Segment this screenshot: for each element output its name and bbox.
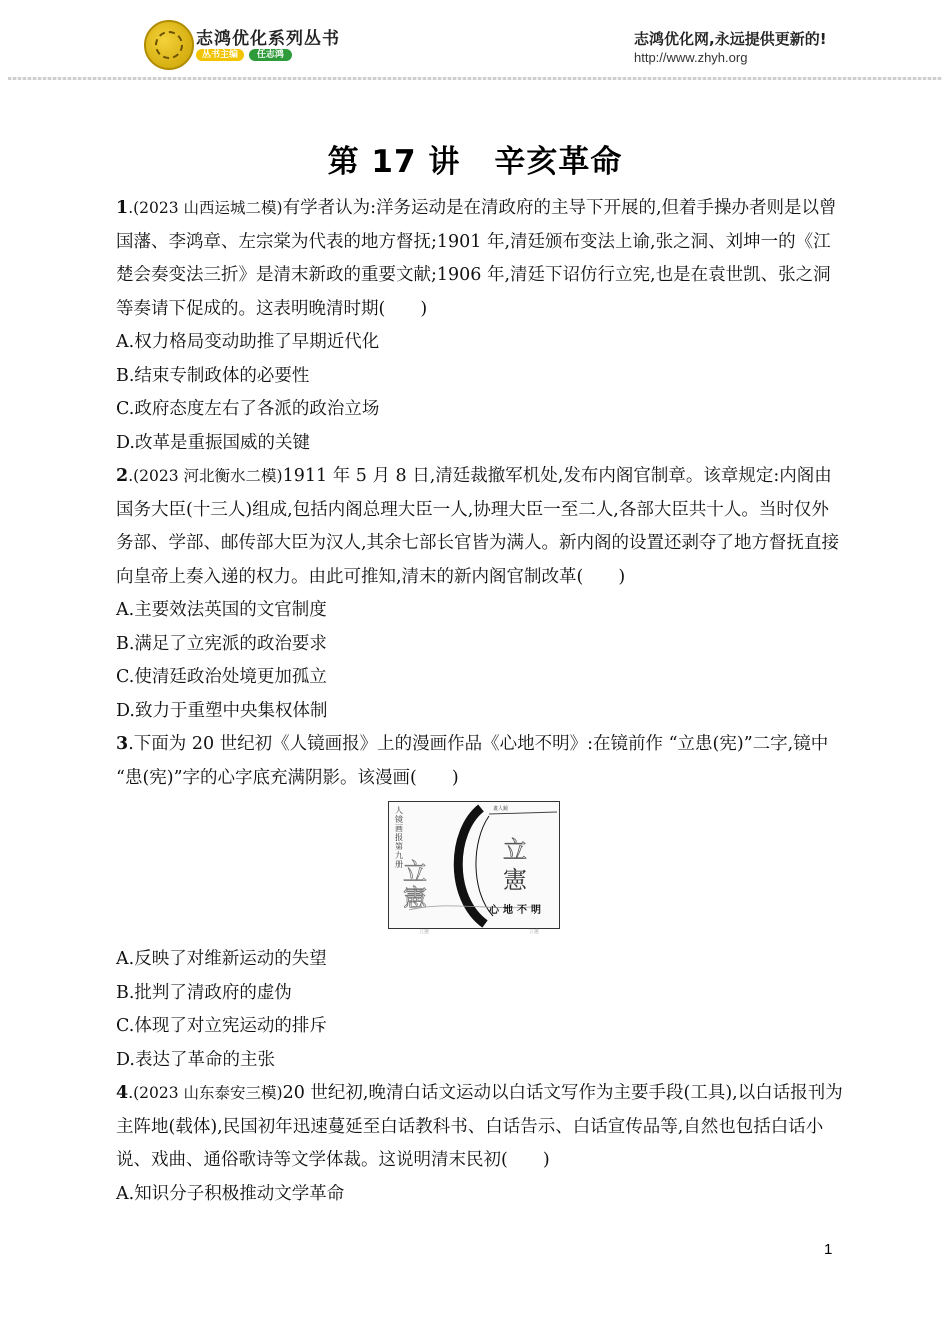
lecture-topic: 辛亥革命 [494,144,623,180]
question-stem [116,728,844,795]
editor-label: 丛书主编 [196,49,244,61]
page-title [0,136,950,181]
option-a: A.反映了对维新运动的失望 [116,949,327,969]
svg-text:憲: 憲 [503,866,527,894]
option-d: D.致力于重塑中央集权体制 [116,700,328,721]
page-number: 1 [824,1241,833,1258]
svg-text:畫人鏡: 畫人鏡 [493,806,509,812]
question-source: .(2023 河北衡水二模) [128,467,283,485]
option-b: B.批判了清政府的虚伪 [116,982,292,1003]
option-d: D.改革是重振国威的关键 [116,432,310,453]
series-title: 志鸿优化系列丛书 [196,29,340,49]
lecture-number: 第 17 讲 [327,144,461,180]
mirror-reflection-text: 立憲 [529,929,540,935]
option-c: C.使清廷政治处境更加孤立 [116,667,327,687]
page-header [0,0,950,80]
question-stem [116,460,844,594]
option-d: D.表达了革命的主张 [116,1049,275,1070]
option-b: B.满足了立宪派的政治要求 [116,633,327,654]
svg-text:立: 立 [403,858,427,886]
series-editor [196,47,292,60]
question-text: 有学者认为:洋务运动是在清政府的主导下开展的,但着手操办者则是以曾国藩、李鸿章、左宗棠为代表的地方督抚;1901 年,清廷颁布变法上谕,张之洞、刘坤一的《江楚会奏变法三折》是清末新政的重要文献;1906 年,清廷下诏仿行立宪,也是在袁世凯、张之洞等奏请下促成的。这表明晚清时期( ) [116,198,837,319]
option-b: B.结束专制政体的必要性 [116,365,310,386]
question-text: 20 世纪初,晚清白话文运动以白话文写作为主要手段(工具),以白话报刊为主阵地(载体),民国初年迅速蔓延至白话教科书、白话告示、白话宣传品等,自然也包括白话小说、戏曲、通俗歌诗等文学体裁。这说明清末民初( ) [116,1083,843,1170]
question-stem [116,192,844,326]
option-a: A.知识分子积极推动文学革命 [116,1183,345,1204]
question-list [116,192,844,1211]
question-source: .(2023 山东泰安三模) [128,1084,283,1102]
svg-text:憲: 憲 [403,884,427,912]
option-c: C.体现了对立宪运动的排斥 [116,1016,327,1036]
question-text: .下面为 20 世纪初《人镜画报》上的漫画作品《心地不明》:在镜前作 “立患(宪)”二字,镜中 “患(宪)”字的心字底充满阴影。该漫画( ) [116,734,829,788]
question-number: 2 [116,466,129,486]
cartoon-figure [388,801,560,935]
question-stem [116,1077,844,1178]
cartoon-title-column: 人镜画报第九册 [395,806,403,869]
mirror-front-text: 立憲 [419,929,430,935]
publisher-logo [144,20,194,70]
question-number: 4 [116,1083,129,1103]
header-divider [8,77,942,80]
header-slogan: 志鸿优化网,永远提供更新的! [634,30,827,48]
header-url[interactable]: http://www.zhyh.org [634,50,748,65]
svg-text:立: 立 [503,836,527,864]
question-text: 1911 年 5 月 8 日,清廷裁撤军机处,发布内阁官制章。该章规定:内阁由国务大臣(十三人)组成,包括内阁总理大臣一人,协理大臣一至二人,各部大臣共十人。当时仅外务部、学部、邮传部大臣为汉人,其余七部长官皆为满人。新内阁的设置还剥夺了地方督抚直接向皇帝上奏入递的权力。由此可推知,清末的新内阁官制改革( ) [116,466,840,587]
question-source: .(2023 山西运城二模) [128,199,283,217]
question-number: 3 [116,734,129,754]
option-a: A.主要效法英国的文官制度 [116,600,327,620]
question-number: 1 [116,198,129,218]
editor-name: 任志鸿 [249,49,292,61]
option-a: A.权力格局变动助推了早期近代化 [116,332,380,352]
cartoon-caption: 心地不明 [489,905,545,916]
option-c: C.政府态度左右了各派的政治立场 [116,399,380,419]
